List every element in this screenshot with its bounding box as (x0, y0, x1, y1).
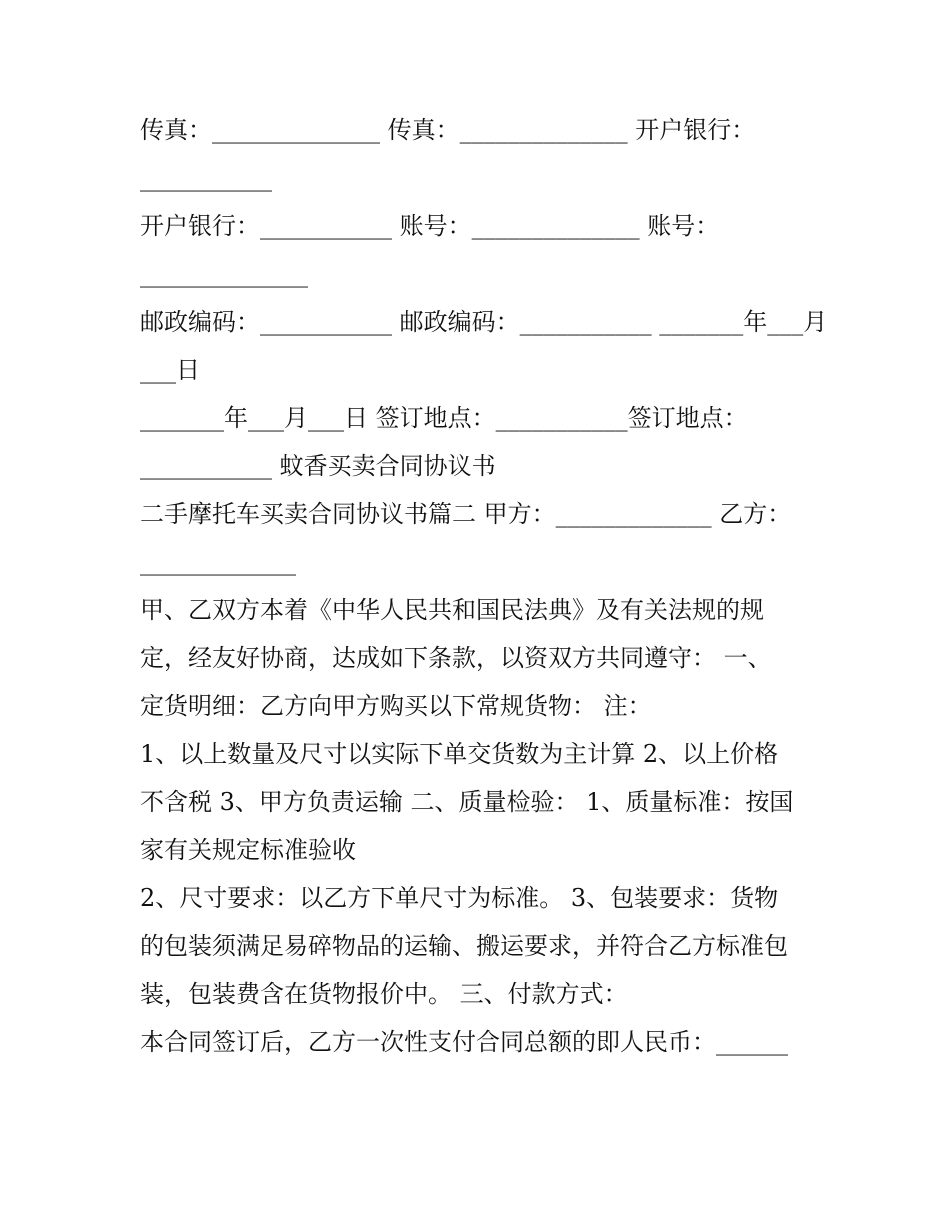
paragraph-line: 的包装须满足易碎物品的运输、搬运要求，并符合乙方标准包 (140, 932, 788, 960)
text-line-fax: 传真：______________ 传真：______________ 开户银行： (140, 116, 756, 144)
paragraph-line: 2、尺寸要求：以乙方下单尺寸为标准。 3、包装要求：货物 (140, 884, 779, 912)
text-line-signing-place: _______年___月___日 签订地点：___________签订地点： (140, 404, 748, 432)
paragraph-line: 家有关规定标准验收 (140, 836, 356, 864)
paragraph-line: 装，包装费含在货物报价中。 三、付款方式： (140, 980, 628, 1008)
text-line-blank: _____________ (140, 548, 296, 576)
paragraph-line: 本合同签订后，乙方一次性支付合同总额的即人民币：______ (140, 1028, 788, 1056)
paragraph-line: 定货明细：乙方向甲方购买以下常规货物： 注： (140, 692, 652, 720)
paragraph-line: 定，经友好协商，达成如下条款，以资双方共同遵守： 一、 (140, 644, 772, 672)
text-line-section-header: 二手摩托车买卖合同协议书篇二 甲方：_____________ 乙方： (140, 500, 792, 528)
paragraph-line: 1、以上数量及尺寸以实际下单交货数为主计算 2、以上价格 (140, 740, 779, 768)
paragraph-line: 不含税 3、甲方负责运输 二、质量检验： 1、质量标准：按国 (140, 788, 794, 816)
text-line-day: ___日 (140, 356, 200, 384)
text-line-blank: ______________ (140, 260, 308, 288)
text-line-title: ___________ 蚊香买卖合同协议书 (140, 452, 496, 480)
text-line-bank-account: 开户银行：___________ 账号：______________ 账号： (140, 212, 720, 240)
text-line-postal-code: 邮政编码：___________ 邮政编码：___________ _______年___月 (140, 308, 828, 336)
text-line-blank: ___________ (140, 164, 272, 192)
paragraph-line: 甲、乙双方本着《中华人民共和国民法典》及有关法规的规 (140, 596, 764, 624)
document-body (140, 106, 828, 1066)
